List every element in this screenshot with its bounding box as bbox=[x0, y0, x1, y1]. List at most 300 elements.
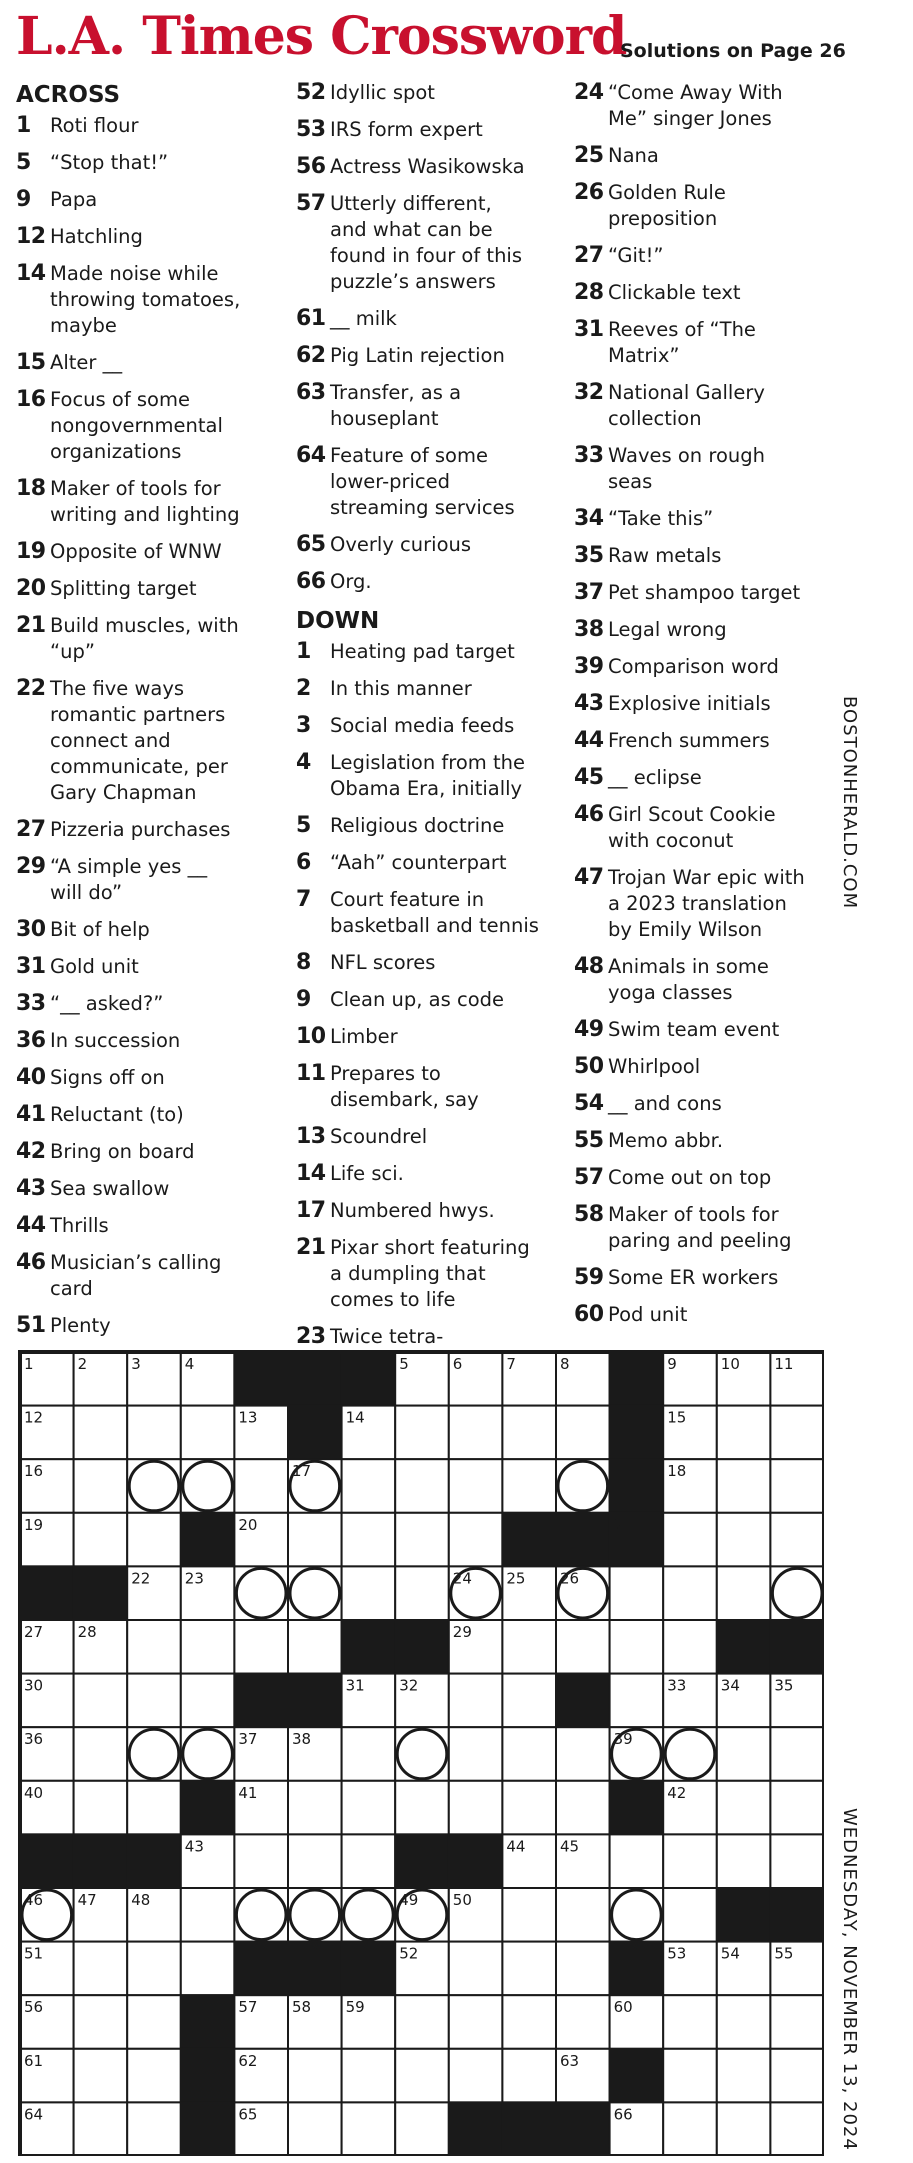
clue-text: Whirlpool bbox=[608, 1055, 701, 1078]
grid-cell[interactable] bbox=[288, 1620, 342, 1674]
cell-number: 49 bbox=[399, 1891, 419, 1909]
grid-cell[interactable] bbox=[663, 1513, 717, 1567]
grid-cell[interactable] bbox=[181, 1406, 235, 1460]
block-cell bbox=[449, 2102, 503, 2156]
grid-cell[interactable] bbox=[663, 2102, 717, 2156]
grid-cell[interactable] bbox=[770, 1513, 824, 1567]
across-clue bbox=[16, 1176, 286, 1202]
down-clue bbox=[574, 180, 844, 232]
clue-number: 37 bbox=[574, 580, 604, 605]
clue-number: 34 bbox=[574, 506, 604, 531]
clue-number: 50 bbox=[574, 1054, 604, 1079]
grid-cell[interactable] bbox=[234, 1459, 288, 1513]
grid-cell[interactable] bbox=[663, 1727, 717, 1781]
clue-number: 28 bbox=[574, 280, 604, 305]
clue-number: 63 bbox=[296, 380, 326, 405]
clues-column-2 bbox=[296, 80, 566, 1361]
grid-cell[interactable] bbox=[449, 1406, 503, 1460]
clue-number: 1 bbox=[296, 639, 311, 664]
cell-number: 32 bbox=[399, 1676, 419, 1695]
cell-number: 42 bbox=[667, 1783, 687, 1802]
grid-cell[interactable] bbox=[556, 1459, 610, 1513]
block-cell bbox=[610, 1781, 664, 1835]
across-clue bbox=[16, 676, 286, 806]
clue-text: Pod unit bbox=[608, 1303, 688, 1326]
grid-cell[interactable] bbox=[717, 1459, 771, 1513]
clue-number: 25 bbox=[574, 143, 604, 168]
grid-cell[interactable] bbox=[717, 1513, 771, 1567]
grid-cell[interactable] bbox=[395, 2049, 449, 2103]
clue-text: Scoundrel bbox=[330, 1125, 428, 1148]
cell-number: 18 bbox=[667, 1462, 687, 1481]
grid-cell[interactable] bbox=[234, 1566, 288, 1620]
grid-cell[interactable] bbox=[770, 1781, 824, 1835]
clue-number: 5 bbox=[16, 150, 31, 175]
clue-number: 40 bbox=[16, 1065, 46, 1090]
cell-number: 16 bbox=[24, 1462, 44, 1481]
grid-cell[interactable] bbox=[127, 1459, 181, 1513]
clue-number: 60 bbox=[574, 1302, 604, 1327]
grid-cell[interactable] bbox=[663, 1566, 717, 1620]
down-clue bbox=[296, 1024, 566, 1050]
grid-cell[interactable] bbox=[663, 2049, 717, 2103]
block-cell bbox=[717, 1620, 771, 1674]
grid-cell[interactable] bbox=[556, 1781, 610, 1835]
clue-text: Court feature in basketball and tennis bbox=[330, 888, 539, 937]
block-cell bbox=[610, 2049, 664, 2103]
block-cell bbox=[770, 1620, 824, 1674]
clue-text: Maker of tools for paring and peeling bbox=[608, 1203, 792, 1252]
grid-cell[interactable] bbox=[717, 2049, 771, 2103]
block-cell bbox=[20, 1834, 74, 1888]
clues-column-1 bbox=[16, 80, 286, 1350]
grid-cell[interactable] bbox=[342, 1513, 396, 1567]
down-clue bbox=[296, 887, 566, 939]
grid-cell[interactable] bbox=[449, 1513, 503, 1567]
grid-cell[interactable] bbox=[449, 1727, 503, 1781]
clue-text: Prepares to disembark, say bbox=[330, 1062, 479, 1111]
cell-number: 44 bbox=[506, 1837, 526, 1856]
grid-cell[interactable] bbox=[127, 2102, 181, 2156]
grid-cell[interactable] bbox=[502, 1674, 556, 1728]
clue-text: Overly curious bbox=[330, 533, 472, 556]
grid-cell[interactable] bbox=[342, 1459, 396, 1513]
block-cell bbox=[181, 1995, 235, 2049]
grid-cell[interactable] bbox=[717, 1727, 771, 1781]
clue-text: Animals in some yoga classes bbox=[608, 955, 769, 1004]
grid-cell[interactable] bbox=[181, 1727, 235, 1781]
grid-cell[interactable] bbox=[502, 1459, 556, 1513]
clue-text: Raw metals bbox=[608, 544, 722, 567]
down-clue bbox=[574, 1165, 844, 1191]
grid-cell[interactable] bbox=[663, 1834, 717, 1888]
clue-text: Maker of tools for writing and lighting bbox=[50, 477, 240, 526]
across-clue bbox=[296, 80, 566, 106]
grid-cell[interactable] bbox=[127, 1674, 181, 1728]
clue-text: Social media feeds bbox=[330, 714, 515, 737]
clue-text: “Aah” counterpart bbox=[330, 851, 507, 874]
across-clue bbox=[16, 224, 286, 250]
grid-cell[interactable] bbox=[502, 1406, 556, 1460]
grid-cell[interactable] bbox=[181, 1459, 235, 1513]
block-cell bbox=[181, 1513, 235, 1567]
cell-number: 62 bbox=[238, 2051, 258, 2070]
across-clue bbox=[16, 576, 286, 602]
clue-number: 2 bbox=[296, 676, 311, 701]
down-clue bbox=[574, 654, 844, 680]
across-clue bbox=[16, 476, 286, 528]
cell-number: 34 bbox=[720, 1676, 740, 1695]
cell-number: 59 bbox=[345, 1998, 365, 2017]
clue-text: “Git!” bbox=[608, 244, 664, 267]
clue-text: Org. bbox=[330, 570, 372, 593]
grid-cell[interactable] bbox=[770, 1995, 824, 2049]
clue-text: Pixar short featuring a dumpling that comes to life bbox=[330, 1236, 530, 1311]
grid-cell[interactable] bbox=[127, 1406, 181, 1460]
across-clue bbox=[296, 532, 566, 558]
grid-cell[interactable] bbox=[556, 1727, 610, 1781]
down-clue bbox=[296, 1235, 566, 1313]
grid-cell[interactable] bbox=[717, 2102, 771, 2156]
clue-number: 32 bbox=[574, 380, 604, 405]
block-cell bbox=[74, 1566, 128, 1620]
clue-text: In succession bbox=[50, 1029, 181, 1052]
clue-number: 44 bbox=[574, 728, 604, 753]
clue-text: Clickable text bbox=[608, 281, 741, 304]
across-clue bbox=[16, 539, 286, 565]
across-clue bbox=[16, 917, 286, 943]
grid-cell[interactable] bbox=[770, 1459, 824, 1513]
cell-number: 54 bbox=[720, 1944, 740, 1963]
grid-cell[interactable] bbox=[556, 1888, 610, 1942]
grid-cell[interactable] bbox=[74, 2049, 128, 2103]
cell-number: 41 bbox=[238, 1783, 258, 1802]
grid-cell[interactable] bbox=[770, 1834, 824, 1888]
clue-number: 27 bbox=[574, 243, 604, 268]
grid-cell[interactable] bbox=[127, 1781, 181, 1835]
grid-cell[interactable] bbox=[74, 1942, 128, 1996]
grid-cell[interactable] bbox=[717, 1566, 771, 1620]
clue-number: 9 bbox=[16, 187, 31, 212]
across-clue bbox=[16, 1065, 286, 1091]
grid-cell[interactable] bbox=[663, 1888, 717, 1942]
down-clue bbox=[574, 1302, 844, 1328]
across-clue bbox=[16, 150, 286, 176]
grid-cell[interactable] bbox=[127, 1727, 181, 1781]
grid-cell[interactable] bbox=[717, 1995, 771, 2049]
grid-cell[interactable] bbox=[342, 2049, 396, 2103]
across-clue bbox=[16, 1102, 286, 1128]
solutions-note: Solutions on Page 26 bbox=[620, 40, 846, 62]
grid-cell[interactable] bbox=[502, 1888, 556, 1942]
grid-cell[interactable] bbox=[556, 1942, 610, 1996]
down-clue bbox=[574, 443, 844, 495]
grid-cell[interactable] bbox=[663, 1620, 717, 1674]
block-cell bbox=[395, 1834, 449, 1888]
down-clue bbox=[574, 280, 844, 306]
clue-text: Girl Scout Cookie with coconut bbox=[608, 803, 776, 852]
clue-text: Twice tetra- bbox=[330, 1325, 444, 1348]
clue-text: Splitting target bbox=[50, 577, 197, 600]
cell-number: 11 bbox=[774, 1355, 794, 1373]
grid-cell[interactable] bbox=[717, 1834, 771, 1888]
grid-cell[interactable] bbox=[74, 1406, 128, 1460]
down-clue bbox=[296, 813, 566, 839]
grid-cell[interactable] bbox=[449, 1459, 503, 1513]
cell-number: 63 bbox=[560, 2051, 580, 2070]
cell-number: 37 bbox=[238, 1730, 258, 1749]
clue-text: __ and cons bbox=[608, 1092, 722, 1115]
grid-cell[interactable] bbox=[502, 2049, 556, 2103]
clue-text: Pet shampoo target bbox=[608, 581, 801, 604]
cell-number: 43 bbox=[184, 1837, 204, 1856]
down-clue bbox=[574, 765, 844, 791]
grid-cell[interactable] bbox=[288, 1513, 342, 1567]
grid-cell[interactable] bbox=[770, 1406, 824, 1460]
down-clue bbox=[574, 728, 844, 754]
clue-text: Signs off on bbox=[50, 1066, 165, 1089]
clue-number: 33 bbox=[574, 443, 604, 468]
cell-number: 25 bbox=[506, 1569, 526, 1588]
grid-cell[interactable] bbox=[770, 2102, 824, 2156]
grid-cell[interactable] bbox=[395, 1781, 449, 1835]
down-clue bbox=[296, 1124, 566, 1150]
clue-number: 7 bbox=[296, 887, 311, 912]
down-clue bbox=[296, 639, 566, 665]
block-cell bbox=[770, 1888, 824, 1942]
down-clue bbox=[574, 1017, 844, 1043]
clue-number: 44 bbox=[16, 1213, 46, 1238]
grid-cell[interactable] bbox=[127, 1513, 181, 1567]
cell-number: 7 bbox=[506, 1355, 516, 1373]
cell-number: 26 bbox=[560, 1569, 580, 1588]
clue-text: Feature of some lower-priced streaming services bbox=[330, 444, 515, 519]
block-cell bbox=[449, 1834, 503, 1888]
clue-number: 66 bbox=[296, 569, 326, 594]
grid-cell[interactable] bbox=[288, 1834, 342, 1888]
cell-number: 52 bbox=[399, 1944, 419, 1963]
grid-cell[interactable] bbox=[342, 1566, 396, 1620]
grid-cell[interactable] bbox=[342, 1781, 396, 1835]
down-clue bbox=[574, 243, 844, 269]
grid-cell[interactable] bbox=[181, 1674, 235, 1728]
grid-cell[interactable] bbox=[610, 1888, 664, 1942]
clue-text: “__ asked?” bbox=[50, 992, 164, 1015]
grid-cell[interactable] bbox=[395, 1406, 449, 1460]
grid-cell[interactable] bbox=[770, 1566, 824, 1620]
grid-cell[interactable] bbox=[502, 1727, 556, 1781]
across-clue bbox=[16, 1139, 286, 1165]
grid-cell[interactable] bbox=[74, 1727, 128, 1781]
grid-cell[interactable] bbox=[395, 1566, 449, 1620]
across-clue bbox=[296, 380, 566, 432]
block-cell bbox=[288, 1942, 342, 1996]
grid-cell[interactable] bbox=[502, 1620, 556, 1674]
block-cell bbox=[717, 1888, 771, 1942]
grid-cell[interactable] bbox=[127, 1942, 181, 1996]
clue-text: Limber bbox=[330, 1025, 398, 1048]
clue-number: 61 bbox=[296, 306, 326, 331]
grid-cell[interactable] bbox=[74, 1995, 128, 2049]
clue-number: 16 bbox=[16, 387, 46, 412]
grid-cell[interactable] bbox=[342, 1727, 396, 1781]
down-clue bbox=[296, 850, 566, 876]
cell-number: 33 bbox=[667, 1676, 687, 1695]
down-clue bbox=[574, 865, 844, 943]
grid-cell[interactable] bbox=[502, 1942, 556, 1996]
down-clue bbox=[296, 950, 566, 976]
cell-number: 36 bbox=[24, 1730, 44, 1749]
down-clue bbox=[574, 1265, 844, 1291]
grid-cell[interactable] bbox=[181, 1620, 235, 1674]
grid-cell[interactable] bbox=[449, 1942, 503, 1996]
grid-cell[interactable] bbox=[234, 1888, 288, 1942]
down-clue bbox=[296, 1061, 566, 1113]
across-clue bbox=[16, 1213, 286, 1239]
cell-number: 48 bbox=[131, 1891, 151, 1909]
clue-text: “Stop that!” bbox=[50, 151, 169, 174]
clue-text: Nana bbox=[608, 144, 659, 167]
clue-number: 14 bbox=[16, 261, 46, 286]
grid-cell[interactable] bbox=[288, 1781, 342, 1835]
clue-text: Transfer, as a houseplant bbox=[330, 381, 462, 430]
clue-number: 6 bbox=[296, 850, 311, 875]
clue-text: Hatchling bbox=[50, 225, 143, 248]
across-clue bbox=[296, 191, 566, 295]
clue-text: Actress Wasikowska bbox=[330, 155, 525, 178]
clue-number: 52 bbox=[296, 80, 326, 105]
grid-cell[interactable] bbox=[395, 1995, 449, 2049]
header bbox=[16, 6, 896, 76]
grid-cell[interactable] bbox=[74, 1459, 128, 1513]
grid-cell[interactable] bbox=[234, 1620, 288, 1674]
clue-text: Utterly different, and what can be found in four of this puzzle’s answers bbox=[330, 192, 523, 293]
clue-text: Idyllic spot bbox=[330, 81, 435, 104]
clue-text: The five ways romantic partners connect and communicate, per Gary Chapman bbox=[50, 677, 228, 804]
grid-cell[interactable] bbox=[395, 1459, 449, 1513]
across-clue bbox=[16, 613, 286, 665]
block-cell bbox=[181, 2102, 235, 2156]
block-cell bbox=[556, 1674, 610, 1728]
clue-number: 48 bbox=[574, 954, 604, 979]
cell-number: 66 bbox=[613, 2105, 633, 2124]
cell-number: 8 bbox=[560, 1355, 570, 1373]
section-title: DOWN bbox=[296, 608, 380, 634]
grid-cell[interactable] bbox=[610, 1566, 664, 1620]
clue-text: Thrills bbox=[50, 1214, 109, 1237]
clue-number: 12 bbox=[16, 224, 46, 249]
grid-cell[interactable] bbox=[449, 1674, 503, 1728]
grid-cell[interactable] bbox=[127, 2049, 181, 2103]
clue-number: 62 bbox=[296, 343, 326, 368]
grid-cell[interactable] bbox=[502, 1781, 556, 1835]
clue-text: Religious doctrine bbox=[330, 814, 505, 837]
grid-cell[interactable] bbox=[556, 1620, 610, 1674]
grid-cell[interactable] bbox=[181, 1888, 235, 1942]
clue-number: 8 bbox=[296, 950, 311, 975]
cell-number: 22 bbox=[131, 1569, 151, 1588]
clue-text: Clean up, as code bbox=[330, 988, 505, 1011]
across-clue bbox=[16, 954, 286, 980]
grid-cell[interactable] bbox=[342, 1834, 396, 1888]
clue-text: Legislation from the Obama Era, initially bbox=[330, 751, 525, 800]
grid-cell[interactable] bbox=[127, 1995, 181, 2049]
grid-cell[interactable] bbox=[395, 1727, 449, 1781]
grid-cell[interactable] bbox=[663, 1995, 717, 2049]
cell-number: 27 bbox=[24, 1623, 44, 1641]
grid-cell[interactable] bbox=[770, 2049, 824, 2103]
grid-cell[interactable] bbox=[127, 1620, 181, 1674]
down-clue bbox=[574, 691, 844, 717]
grid-cell[interactable] bbox=[288, 1888, 342, 1942]
clue-text: Reeves of “The Matrix” bbox=[608, 318, 756, 367]
block-cell bbox=[502, 1513, 556, 1567]
grid-cell[interactable] bbox=[449, 2049, 503, 2103]
grid-cell[interactable] bbox=[342, 1888, 396, 1942]
across-clue bbox=[16, 261, 286, 339]
grid-cell[interactable] bbox=[181, 1942, 235, 1996]
grid-cell[interactable] bbox=[342, 2102, 396, 2156]
clue-text: Come out on top bbox=[608, 1166, 772, 1189]
grid-cell[interactable] bbox=[288, 2049, 342, 2103]
grid-cell[interactable] bbox=[74, 1513, 128, 1567]
grid-cell[interactable] bbox=[74, 1674, 128, 1728]
block-cell bbox=[342, 1942, 396, 1996]
grid-cell[interactable] bbox=[610, 1620, 664, 1674]
grid-cell[interactable] bbox=[288, 1566, 342, 1620]
clue-text: Numbered hwys. bbox=[330, 1199, 495, 1222]
grid-cell[interactable] bbox=[449, 1995, 503, 2049]
clue-number: 10 bbox=[296, 1024, 326, 1049]
grid-cell[interactable] bbox=[610, 1834, 664, 1888]
grid-cell[interactable] bbox=[770, 1727, 824, 1781]
grid-cell[interactable] bbox=[610, 1674, 664, 1728]
grid-cell[interactable] bbox=[234, 1834, 288, 1888]
cell-number: 6 bbox=[452, 1355, 463, 1373]
cell-number: 28 bbox=[77, 1623, 97, 1641]
grid-cell[interactable] bbox=[449, 1781, 503, 1835]
cell-number: 4 bbox=[184, 1355, 195, 1373]
cell-number: 64 bbox=[24, 2105, 44, 2124]
grid-cell[interactable] bbox=[717, 1781, 771, 1835]
down-clue bbox=[296, 1324, 566, 1350]
cell-number: 2 bbox=[77, 1355, 88, 1373]
grid-cell[interactable] bbox=[502, 1995, 556, 2049]
clue-text: Bring on board bbox=[50, 1140, 195, 1163]
grid-cell[interactable] bbox=[717, 1406, 771, 1460]
clue-text: Alter __ bbox=[50, 351, 123, 374]
clue-number: 46 bbox=[574, 802, 604, 827]
clue-number: 51 bbox=[16, 1313, 46, 1338]
across-clue bbox=[16, 387, 286, 465]
clue-number: 11 bbox=[296, 1061, 326, 1086]
clue-number: 56 bbox=[296, 154, 326, 179]
grid-cell[interactable] bbox=[395, 2102, 449, 2156]
clue-text: IRS form expert bbox=[330, 118, 483, 141]
cell-number: 1 bbox=[24, 1355, 34, 1373]
block-cell bbox=[288, 1352, 342, 1406]
grid-cell[interactable] bbox=[74, 1781, 128, 1835]
grid-cell[interactable] bbox=[74, 2102, 128, 2156]
clue-number: 15 bbox=[16, 350, 46, 375]
block-cell bbox=[342, 1620, 396, 1674]
grid-cell[interactable] bbox=[556, 1995, 610, 2049]
cell-number: 39 bbox=[613, 1730, 633, 1749]
grid-cell[interactable] bbox=[395, 1513, 449, 1567]
clue-text: Some ER workers bbox=[608, 1266, 779, 1289]
grid-cell[interactable] bbox=[288, 2102, 342, 2156]
grid-cell[interactable] bbox=[556, 1406, 610, 1460]
